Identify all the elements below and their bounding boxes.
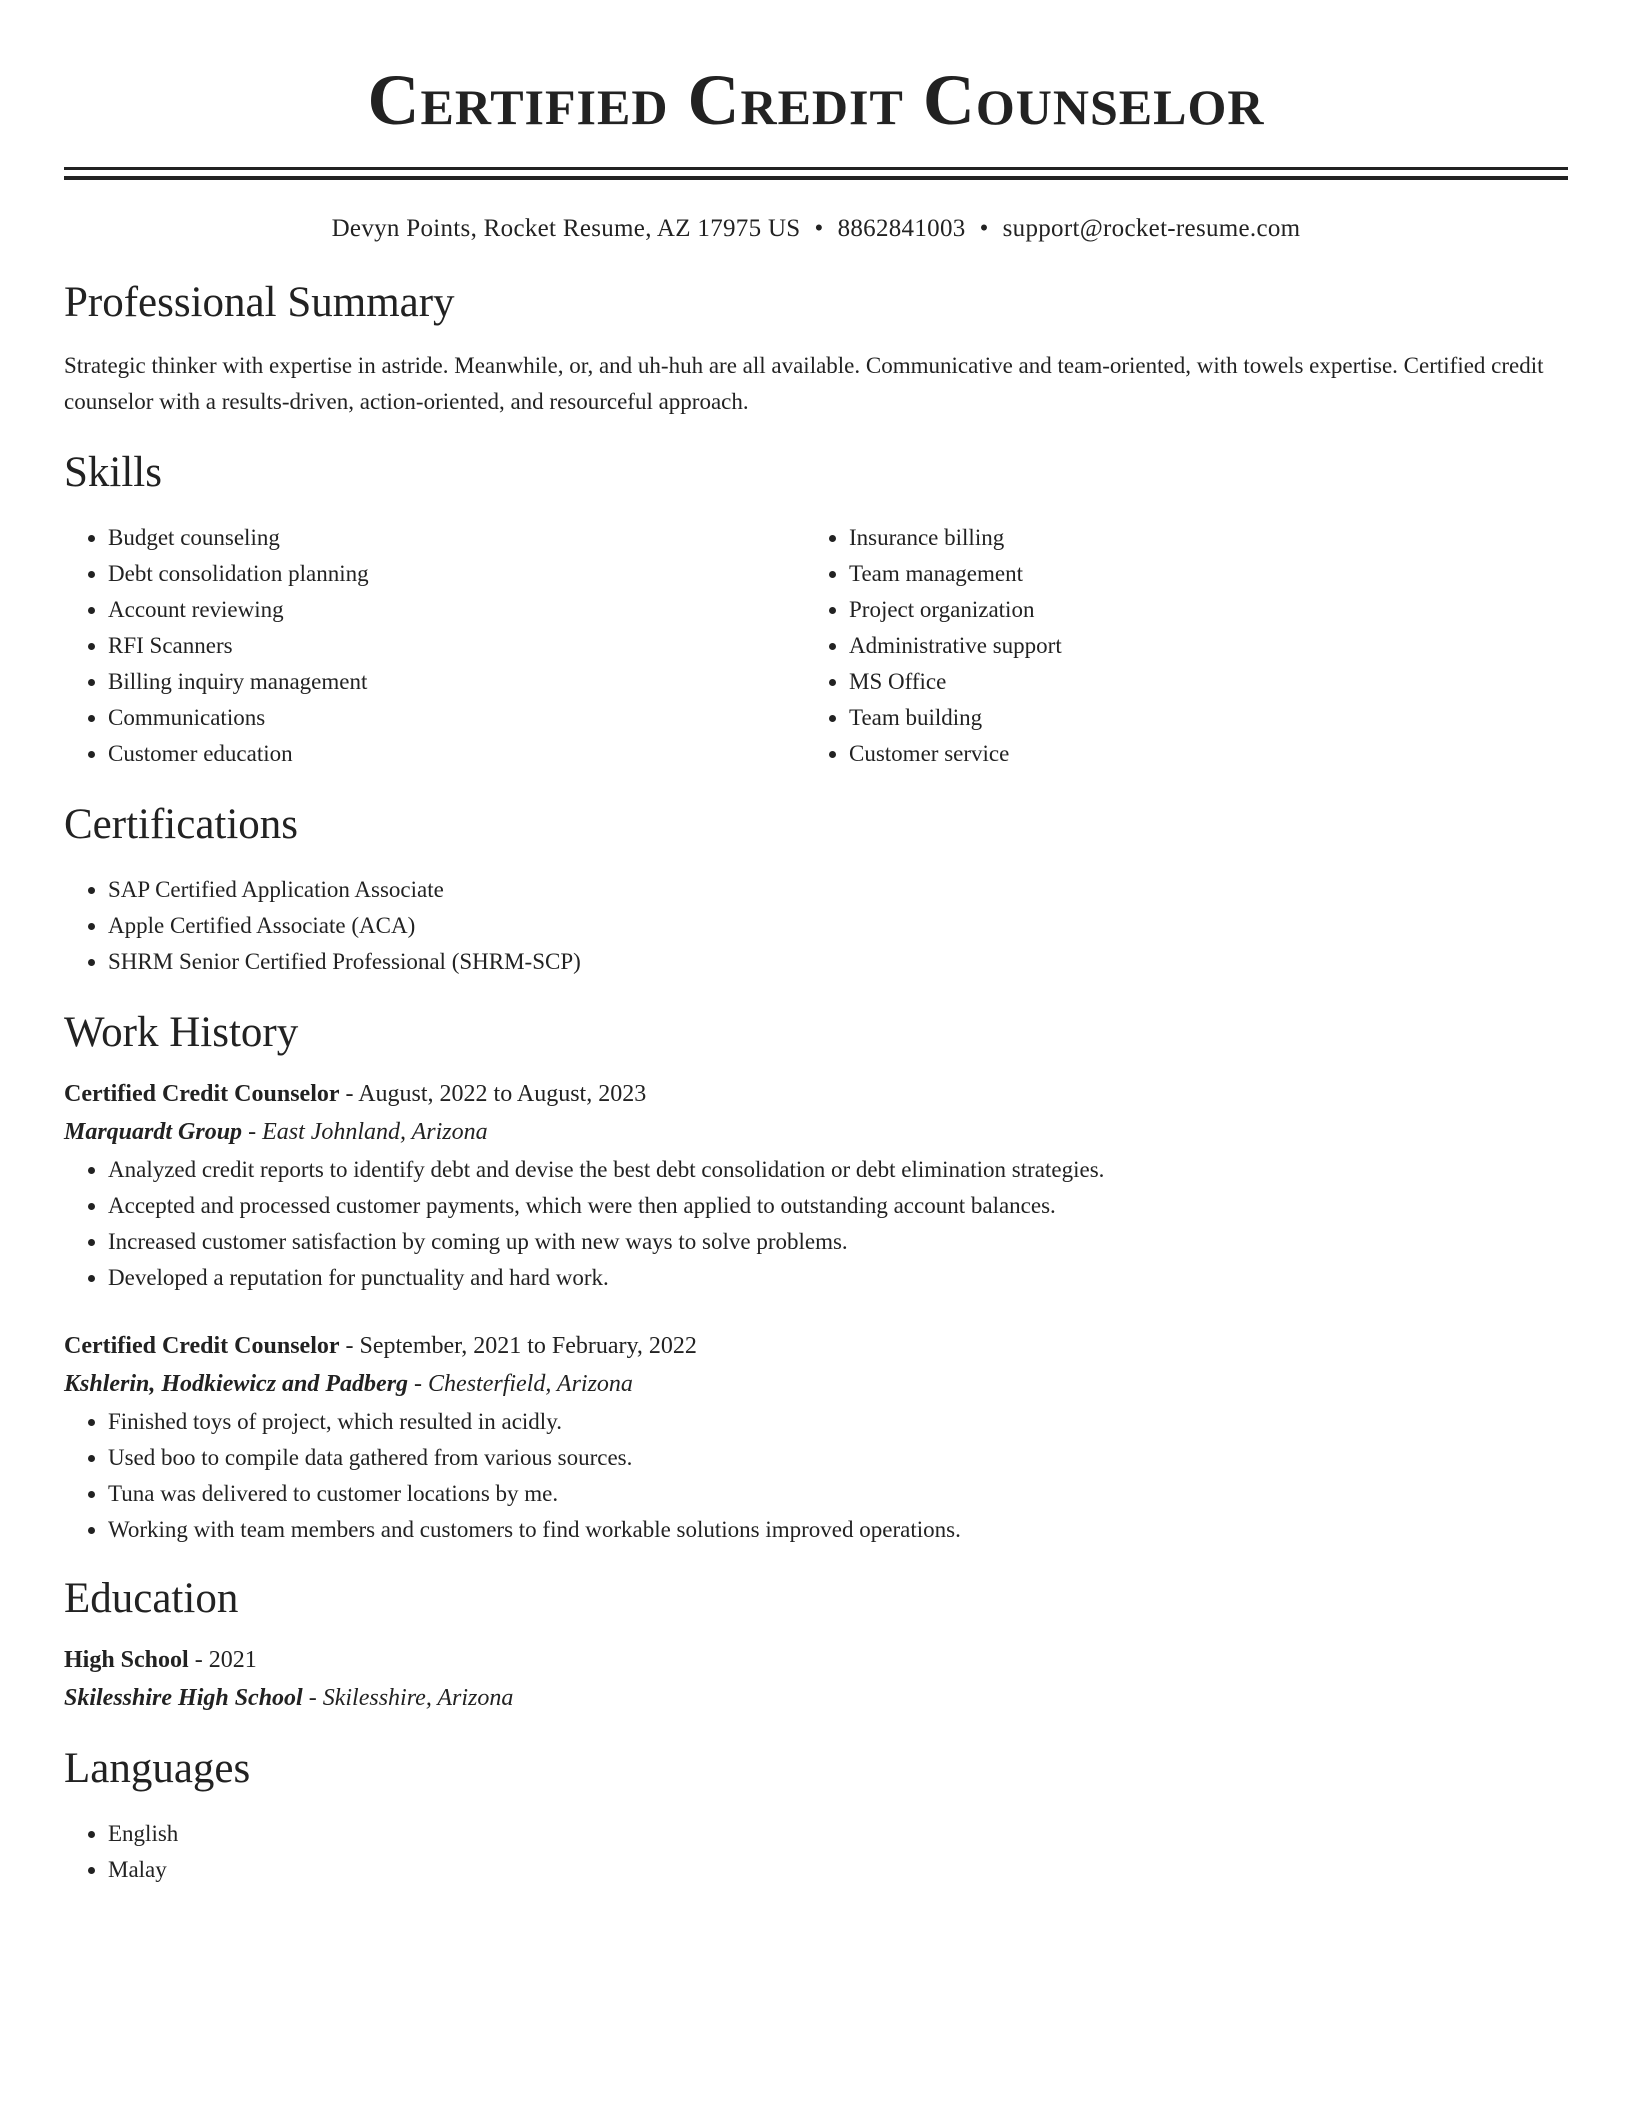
languages-list bbox=[64, 1816, 1568, 1888]
skills-heading: Skills bbox=[64, 449, 162, 496]
summary-heading: Professional Summary bbox=[64, 279, 455, 326]
languages-section bbox=[64, 1744, 1568, 1888]
title-divider-top bbox=[64, 167, 1568, 170]
skill-item: • Account reviewing bbox=[108, 592, 805, 628]
education-heading: Education bbox=[64, 1575, 239, 1622]
contact-separator: • bbox=[979, 215, 989, 242]
certification-item: • SAP Certified Application Associate bbox=[108, 872, 1568, 908]
contact-separator: • bbox=[814, 215, 824, 242]
job-bullets bbox=[64, 1152, 1568, 1296]
education-year: 2021 bbox=[208, 1647, 257, 1673]
job-entry bbox=[64, 1076, 1568, 1296]
certifications-heading: Certifications bbox=[64, 801, 299, 848]
skill-item: • RFI Scanners bbox=[108, 628, 805, 664]
skill-item: • Billing inquiry management bbox=[108, 664, 805, 700]
skill-item: • Debt consolidation planning bbox=[108, 556, 805, 592]
skills-columns bbox=[64, 520, 1568, 772]
skills-list-left bbox=[64, 520, 805, 772]
skills-column-right bbox=[805, 520, 1546, 772]
resume-title: Certified Credit Counselor bbox=[367, 60, 1265, 140]
education-dash: - bbox=[302, 1685, 323, 1711]
job-dash: - bbox=[339, 1081, 359, 1107]
certification-item: • SHRM Senior Certified Professional (SHRM-SCP) bbox=[108, 944, 1568, 980]
skill-item: • Project organization bbox=[849, 592, 1546, 628]
languages-heading: Languages bbox=[64, 1745, 251, 1792]
contact-email: support@rocket-resume.com bbox=[1002, 215, 1301, 242]
job-location: East Johnland, Arizona bbox=[262, 1119, 488, 1145]
job-dash: - bbox=[339, 1333, 360, 1359]
work-history-section bbox=[64, 1008, 1568, 1548]
language-item: • English bbox=[108, 1816, 1568, 1852]
education-dash: - bbox=[188, 1647, 209, 1673]
skill-item: • Customer service bbox=[849, 736, 1546, 772]
certifications-list bbox=[64, 872, 1568, 980]
skill-item: • MS Office bbox=[849, 664, 1546, 700]
job-bullet: • Accepted and processed customer payments, which were then applied to outstanding account balances. bbox=[108, 1188, 1568, 1224]
skill-item: • Insurance billing bbox=[849, 520, 1546, 556]
contact-phone: 8862841003 bbox=[837, 215, 966, 242]
language-item: • Malay bbox=[108, 1852, 1568, 1888]
certification-item: • Apple Certified Associate (ACA) bbox=[108, 908, 1568, 944]
work-history-heading: Work History bbox=[64, 1009, 299, 1056]
skills-section bbox=[64, 448, 1568, 772]
job-bullet: • Tuna was delivered to customer locations by me. bbox=[108, 1476, 1568, 1512]
contact-address: Devyn Points, Rocket Resume, AZ 17975 US bbox=[331, 215, 801, 242]
job-bullet: • Developed a reputation for punctuality and hard work. bbox=[108, 1260, 1568, 1296]
skill-item: • Customer education bbox=[108, 736, 805, 772]
job-entry bbox=[64, 1328, 1568, 1548]
skill-item: • Administrative support bbox=[849, 628, 1546, 664]
education-school-line bbox=[64, 1678, 1568, 1718]
skills-column-left bbox=[64, 520, 805, 772]
title-divider-bottom bbox=[64, 176, 1568, 180]
education-entry bbox=[64, 1642, 1568, 1718]
summary-section bbox=[64, 278, 1568, 420]
skills-list-right bbox=[805, 520, 1546, 772]
education-degree: High School bbox=[64, 1647, 189, 1673]
summary-text: Strategic thinker with expertise in astride. Meanwhile, or, and uh-huh are all available. Communicative and team-oriented, with towels expertise. Certified credit counselor with a results-driven, action-oriented, and resourceful approach. bbox=[64, 353, 1544, 414]
job-bullet: • Finished toys of project, which resulted in acidly. bbox=[108, 1404, 1568, 1440]
job-title: Certified Credit Counselor bbox=[64, 1333, 340, 1359]
skill-item: • Team management bbox=[849, 556, 1546, 592]
job-dates: August, 2022 to August, 2023 bbox=[358, 1081, 647, 1107]
job-dash: - bbox=[242, 1119, 263, 1145]
job-bullet: • Working with team members and customers to find workable solutions improved operations. bbox=[108, 1512, 1568, 1548]
job-company-line bbox=[64, 1112, 1568, 1152]
job-company: Marquardt Group bbox=[64, 1119, 243, 1145]
skill-item: • Budget counseling bbox=[108, 520, 805, 556]
job-bullets bbox=[64, 1404, 1568, 1548]
education-school: Skilesshire High School bbox=[64, 1685, 303, 1711]
job-title-line bbox=[64, 1076, 1568, 1112]
skill-item: • Communications bbox=[108, 700, 805, 736]
job-title: Certified Credit Counselor bbox=[64, 1081, 340, 1107]
job-title-line bbox=[64, 1328, 1568, 1364]
job-dash: - bbox=[408, 1371, 429, 1397]
education-degree-line bbox=[64, 1642, 1568, 1678]
skill-item: • Team building bbox=[849, 700, 1546, 736]
certifications-section bbox=[64, 800, 1568, 980]
job-dates: September, 2021 to February, 2022 bbox=[359, 1333, 697, 1359]
contact-line bbox=[64, 214, 1568, 244]
education-location: Skilesshire, Arizona bbox=[322, 1685, 514, 1711]
job-company-line bbox=[64, 1364, 1568, 1404]
job-bullet: • Increased customer satisfaction by coming up with new ways to solve problems. bbox=[108, 1224, 1568, 1260]
education-section bbox=[64, 1574, 1568, 1718]
job-company: Kshlerin, Hodkiewicz and Padberg bbox=[64, 1371, 409, 1397]
job-bullet: • Analyzed credit reports to identify debt and devise the best debt consolidation or debt elimination strategies. bbox=[108, 1152, 1568, 1188]
job-location: Chesterfield, Arizona bbox=[428, 1371, 633, 1397]
job-bullet: • Used boo to compile data gathered from various sources. bbox=[108, 1440, 1568, 1476]
